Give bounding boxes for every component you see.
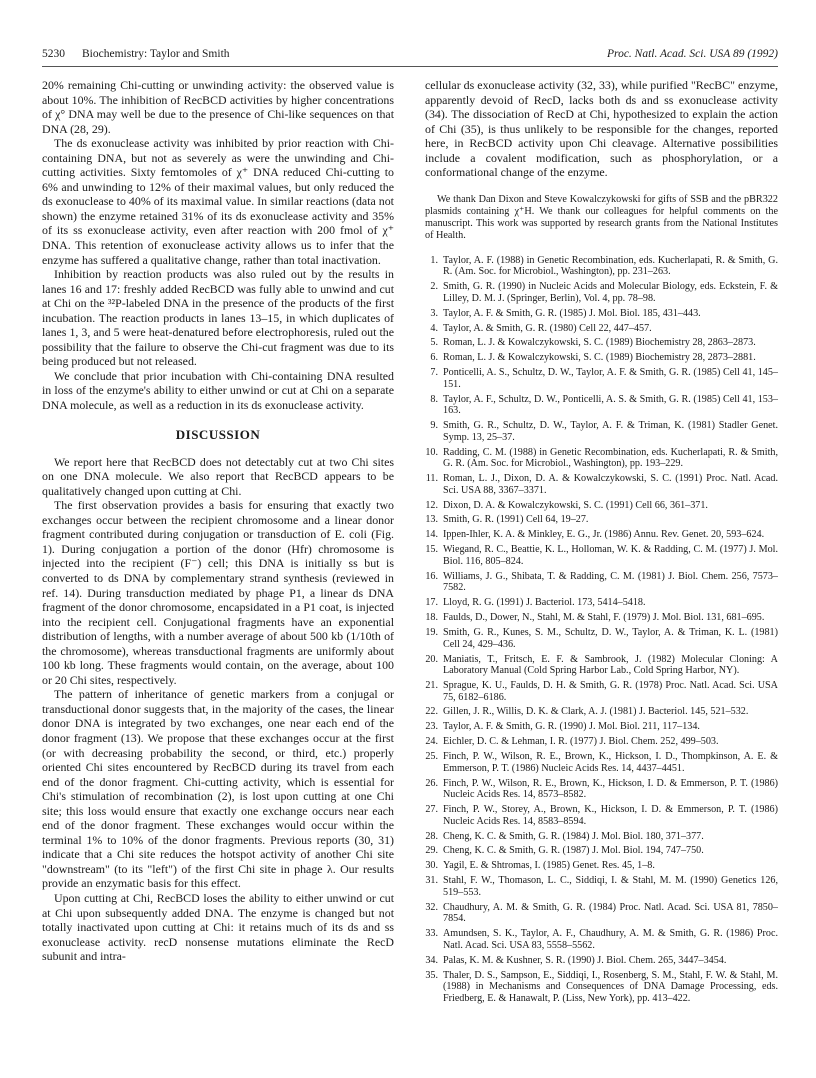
reference-text: Taylor, A. F. & Smith, G. R. (1985) J. Mol. Biol. 185, 431–443. bbox=[443, 307, 701, 319]
reference-text: Radding, C. M. (1988) in Genetic Recombination, eds. Kucherlapati, R. & Smith, G. R. (Am. Soc. for Microbiol., Washington), pp. 193–229. bbox=[443, 446, 778, 470]
reference-number: 15. bbox=[425, 544, 438, 556]
reference-item bbox=[425, 680, 778, 703]
reference-item bbox=[425, 500, 778, 512]
reference-item bbox=[425, 736, 778, 748]
reference-item bbox=[425, 928, 778, 951]
reference-text: Lloyd, R. G. (1991) J. Bacteriol. 173, 5414–5418. bbox=[443, 597, 646, 609]
reference-text: Faulds, D., Dower, N., Stahl, M. & Stahl, F. (1979) J. Mol. Biol. 131, 681–695. bbox=[443, 612, 765, 624]
page-number: 5230 bbox=[42, 48, 65, 60]
reference-item bbox=[425, 612, 778, 624]
reference-item bbox=[425, 367, 778, 390]
reference-item bbox=[425, 394, 778, 417]
reference-text: Taylor, A. F. & Smith, G. R. (1990) J. Mol. Biol. 211, 117–134. bbox=[443, 721, 700, 733]
running-header bbox=[42, 44, 778, 67]
reference-number: 28. bbox=[425, 830, 438, 842]
reference-number: 30. bbox=[425, 860, 438, 872]
paragraph: We report here that RecBCD does not detectably cut at two Chi sites on one DNA molecule. We also report that RecBCD appears to be qualitatively changed upon cutting at Chi. bbox=[42, 454, 394, 498]
reference-item bbox=[425, 845, 778, 857]
reference-text: Taylor, A. F., Schultz, D. W., Ponticelli, A. S. & Smith, G. R. (1985) Cell 41, 153–163. bbox=[443, 393, 778, 417]
reference-number: 24. bbox=[425, 736, 438, 748]
reference-number: 14. bbox=[425, 529, 438, 541]
reference-item bbox=[425, 352, 778, 364]
reference-number: 27. bbox=[425, 804, 438, 816]
reference-number: 21. bbox=[425, 679, 438, 691]
reference-text: Cheng, K. C. & Smith, G. R. (1984) J. Mol. Biol. 180, 371–377. bbox=[443, 830, 704, 842]
right-column bbox=[425, 78, 778, 1008]
acknowledgment: We thank Dan Dixon and Steve Kowalczykowski for gifts of SSB and the pBR322 plasmids containing χ⁺H. We thank our colleagues for helpful comments on the manuscript. This work was supported by research grants from the National Institutes of Health. bbox=[425, 193, 778, 242]
reference-list bbox=[425, 255, 778, 1005]
reference-item bbox=[425, 308, 778, 320]
reference-number: 13. bbox=[425, 514, 438, 526]
reference-text: Thaler, D. S., Sampson, E., Siddiqi, I., Rosenberg, S. M., Stahl, F. W. & Stahl, M. (1988) in Mechanisms and Consequences of DNA Damage Processing, eds. Friedberg, E. & Hanawalt, P. (Liss, New York), pp. 413–422. bbox=[443, 969, 778, 1004]
reference-item bbox=[425, 514, 778, 526]
reference-item bbox=[425, 706, 778, 718]
reference-text: Smith, G. R. (1990) in Nucleic Acids and Molecular Biology, eds. Eckstein, F. & Lilley, D. M. J. (Springer, Berlin), Vol. 4, pp. 78–98. bbox=[443, 281, 778, 304]
reference-item bbox=[425, 337, 778, 349]
reference-number: 7. bbox=[430, 367, 438, 379]
reference-item bbox=[425, 875, 778, 898]
reference-number: 1. bbox=[430, 254, 438, 266]
reference-item bbox=[425, 544, 778, 567]
reference-text: Ponticelli, A. S., Schultz, D. W., Taylor, A. F. & Smith, G. R. (1985) Cell 41, 145–151. bbox=[443, 367, 778, 390]
reference-item bbox=[425, 529, 778, 541]
reference-text: Smith, G. R. (1991) Cell 64, 19–27. bbox=[443, 514, 589, 526]
journal-section: Biochemistry: Taylor and Smith bbox=[82, 48, 230, 60]
reference-item bbox=[425, 778, 778, 801]
reference-text: Finch, P. W., Wilson, R. E., Brown, K., Hickson, I. D., Thompkinson, A. E. & Emmerson, P. T. (1986) Nucleic Acids Res. 14, 4437–4451. bbox=[443, 751, 778, 774]
reference-item bbox=[425, 804, 778, 827]
reference-number: 18. bbox=[425, 612, 438, 624]
reference-number: 10. bbox=[425, 446, 438, 458]
reference-number: 12. bbox=[425, 499, 438, 511]
reference-number: 32. bbox=[425, 901, 438, 913]
reference-text: Roman, L. J. & Kowalczykowski, S. C. (1989) Biochemistry 28, 2873–2881. bbox=[443, 352, 756, 364]
reference-number: 9. bbox=[430, 420, 438, 432]
reference-item bbox=[425, 597, 778, 609]
paragraph: We conclude that prior incubation with Chi-containing DNA resulted in loss of the enzyme's ability to either unwind or cut at Chi on a separate DNA molecule, as well as a reduction in its ds exonuclease activity. bbox=[42, 368, 394, 413]
reference-text: Maniatis, T., Fritsch, E. F. & Sambrook, J. (1982) Molecular Cloning: A Laboratory Manual (Cold Spring Harbor Lab., Cold Spring Harbor, NY). bbox=[443, 653, 778, 677]
reference-number: 11. bbox=[425, 473, 438, 485]
paragraph: 20% remaining Chi-cutting or unwinding activity: the observed value is about 10%. The inhibition of RecBCD activities by higher concentrations of χ° DNA may well be due to the presence of Chi-like sequences on that DNA (28, 29). bbox=[42, 78, 394, 136]
reference-number: 19. bbox=[425, 627, 438, 639]
paragraph: The first observation provides a basis for ensuring that exactly two exchanges occur between the recipient chromosome and a linear donor fragment contributed during conjugation or transduction of E. coli (Fig. 1). During conjugation a portion of the donor (Hfr) chromosome is injected into the recipient (F⁻) cell; this DNA is initially ss but is converted to ds DNA by complementary strand synthesis (reviewed in ref. 14). During transduction mediated by phage P1, a linear ds DNA fragment of the donor chromosome, encapsidated in a P1 coat, is injected into the recipient cell. Conjugational fragments have an exponential distribution of lengths, with a number average of about 500 kb (1/10th of the chromosome), whereas transductional fragments are uniformly about 100 kb long. These fragments would contain, on the average, about 100 or 20 Chi sites, respectively. bbox=[42, 498, 394, 687]
reference-text: Smith, G. R., Schultz, D. W., Taylor, A. F. & Triman, K. (1981) Stadler Genet. Symp. 13, 25–37. bbox=[443, 420, 778, 443]
reference-number: 4. bbox=[430, 322, 438, 334]
reference-text: Palas, K. M. & Kushner, S. R. (1990) J. Biol. Chem. 265, 3447–3454. bbox=[443, 954, 727, 966]
reference-text: Amundsen, S. K., Taylor, A. F., Chaudhury, A. M. & Smith, G. R. (1986) Proc. Natl. Acad. Sci. USA 83, 5558–5562. bbox=[443, 928, 778, 951]
reference-number: 33. bbox=[425, 928, 438, 940]
reference-item bbox=[425, 447, 778, 470]
reference-item bbox=[425, 627, 778, 650]
reference-item bbox=[425, 860, 778, 872]
journal-citation: Proc. Natl. Acad. Sci. USA 89 (1992) bbox=[607, 48, 778, 60]
reference-text: Wiegand, R. C., Beattie, K. L., Holloman, W. K. & Radding, C. M. (1977) J. Mol. Biol. 116, 805–824. bbox=[443, 544, 778, 567]
reference-text: Finch, P. W., Storey, A., Brown, K., Hickson, I. D. & Emmerson, P. T. (1986) Nucleic Acids Res. 14, 8583–8594. bbox=[443, 804, 778, 827]
reference-number: 26. bbox=[425, 777, 438, 789]
reference-text: Taylor, A. & Smith, G. R. (1980) Cell 22, 447–457. bbox=[443, 322, 652, 334]
reference-number: 22. bbox=[425, 706, 438, 718]
reference-number: 2. bbox=[430, 281, 438, 293]
reference-text: Gillen, J. R., Willis, D. K. & Clark, A. J. (1981) J. Bacteriol. 145, 521–532. bbox=[443, 706, 749, 718]
reference-text: Taylor, A. F. (1988) in Genetic Recombination, eds. Kucherlapati, R. & Smith, G. R. (Am. Soc. for Microbiol., Washington), pp. 231–263. bbox=[443, 254, 778, 278]
reference-text: Chaudhury, A. M. & Smith, G. R. (1984) Proc. Natl. Acad. Sci. USA 81, 7850–7854. bbox=[443, 901, 778, 925]
reference-text: Eichler, D. C. & Lehman, I. R. (1977) J. Biol. Chem. 252, 499–503. bbox=[443, 736, 719, 748]
reference-item bbox=[425, 255, 778, 278]
reference-number: 16. bbox=[425, 570, 438, 582]
reference-number: 8. bbox=[430, 393, 438, 405]
reference-number: 6. bbox=[430, 352, 438, 364]
reference-number: 17. bbox=[425, 597, 438, 609]
reference-text: Dixon, D. A. & Kowalczykowski, S. C. (1991) Cell 66, 361–371. bbox=[443, 499, 708, 511]
reference-number: 35. bbox=[425, 969, 438, 981]
reference-number: 31. bbox=[425, 875, 438, 887]
reference-text: Williams, J. G., Shibata, T. & Radding, C. M. (1981) J. Biol. Chem. 256, 7573–7582. bbox=[443, 570, 778, 594]
paragraph: cellular ds exonuclease activity (32, 33), while purified "RecBC" enzyme, apparently devoid of RecD, lacks both ds and ss exonuclease activity (34). The dissociation of RecD at Chi, hypothesized to explain the action of Chi (35), is thus unlikely to be responsible for the changes, reported here, in RecBCD activity upon Chi cleavage. Alternative possibilities include a covalent modification, such as phosphorylation, or a conformational change of the enzyme. bbox=[425, 78, 778, 180]
reference-text: Smith, G. R., Kunes, S. M., Schultz, D. W., Taylor, A. & Triman, K. L. (1981) Cell 24, 429–436. bbox=[443, 627, 778, 650]
reference-item bbox=[425, 721, 778, 733]
reference-item bbox=[425, 831, 778, 843]
reference-item bbox=[425, 902, 778, 925]
paragraph: The ds exonuclease activity was inhibited by prior reaction with Chi-containing DNA, but not as severely as were the unwinding and Chi-cutting activities. Sixty femtomoles of χ⁺ DNA reduced Chi-cutting to 6% and unwinding to 12% of their maximal values, but only reduced the ds exonuclease to 40% of its maximal value. In similar reactions (data not shown) the enzyme retained 31% of its ds exonuclease activity and 35% of its ss exonuclease activity, even after reaction with 200 fmol of χ⁺ DNA. This retention of exonuclease activity allows us to infer that the enzyme has suffered a qualitative change, rather than total inactivation. bbox=[42, 136, 394, 267]
reference-number: 3. bbox=[430, 307, 438, 319]
reference-item bbox=[425, 281, 778, 304]
reference-text: Roman, L. J. & Kowalczykowski, S. C. (1989) Biochemistry 28, 2863–2873. bbox=[443, 337, 756, 349]
reference-text: Yagil, E. & Shtromas, I. (1985) Genet. Res. 45, 1–8. bbox=[443, 860, 655, 872]
reference-text: Roman, L. J., Dixon, D. A. & Kowalczykowski, S. C. (1991) Proc. Natl. Acad. Sci. USA 88, 3367–3371. bbox=[443, 473, 778, 496]
reference-number: 25. bbox=[425, 751, 438, 763]
reference-item bbox=[425, 654, 778, 677]
section-heading-discussion: DISCUSSION bbox=[175, 426, 261, 442]
reference-item bbox=[425, 473, 778, 496]
reference-number: 34. bbox=[425, 954, 438, 966]
reference-text: Cheng, K. C. & Smith, G. R. (1987) J. Mol. Biol. 194, 747–750. bbox=[443, 845, 704, 857]
reference-text: Finch, P. W., Wilson, R. E., Brown, K., Hickson, I. D. & Emmerson, P. T. (1986) Nucleic Acids Res. 14, 8573–8582. bbox=[443, 777, 778, 801]
reference-number: 23. bbox=[425, 721, 438, 733]
reference-item bbox=[425, 955, 778, 967]
reference-text: Ippen-Ihler, K. A. & Minkley, E. G., Jr. (1986) Annu. Rev. Genet. 20, 593–624. bbox=[443, 529, 765, 541]
reference-number: 5. bbox=[430, 337, 438, 349]
reference-item bbox=[425, 970, 778, 1005]
reference-text: Stahl, F. W., Thomason, L. C., Siddiqi, I. & Stahl, M. M. (1990) Genetics 126, 519–553. bbox=[443, 875, 778, 898]
reference-item bbox=[425, 751, 778, 774]
reference-item bbox=[425, 420, 778, 443]
reference-text: Sprague, K. U., Faulds, D. H. & Smith, G. R. (1978) Proc. Natl. Acad. Sci. USA 75, 6182–6186. bbox=[443, 679, 778, 703]
reference-number: 20. bbox=[425, 653, 438, 665]
reference-number: 29. bbox=[425, 845, 438, 857]
paragraph: Inhibition by reaction products was also ruled out by the results in lanes 16 and 17: freshly added RecBCD was fully able to unwind and cut at Chi on the ³²P-labeled DNA in the presence of the products of the first incubation. The reaction products in lanes 13–15, in which duplicates of lanes 1, 3, and 5 were heat-denatured before electrophoresis, ruled out the possibility that the failure to observe the Chi-cut fragment was due to its being produced but not released. bbox=[42, 267, 394, 369]
reference-item bbox=[425, 571, 778, 594]
paragraph: Upon cutting at Chi, RecBCD loses the ability to either unwind or cut at Chi upon subsequently added DNA. The enzyme is changed but not totally inactivated upon cutting at Chi: it retains much of its ds and ss exonuclease activity. recD nonsense mutations eliminate the RecD subunit and intra- bbox=[42, 890, 394, 964]
paragraph: The pattern of inheritance of genetic markers from a conjugal or transductional donor suggests that, in the majority of the cases, the linear donor DNA is integrated by two exchanges, one near each end of the donor fragment (13). We propose that these exchanges occur at the first (or with decreasing probability the second, or third, etc.) properly oriented Chi sites encountered by RecBCD during its travel from each end of the donor fragment. Chi-cutting activity, which is essential for Chi's stimulation of recombination (2), is lost upon cutting at one Chi site; this loss would ensure that exactly one exchange occurs near each end of the donor fragment. These exchanges would occur within the terminal 1% to 10% of the donor fragments. Previous reports (30, 31) indicate that a Chi site reduces the hotspot activity of another Chi site "downstream" (to its "left") of the first Chi site in phage λ. Our results provide an enzymatic basis for this effect. bbox=[42, 687, 394, 891]
left-column bbox=[42, 78, 394, 964]
reference-item bbox=[425, 323, 778, 335]
